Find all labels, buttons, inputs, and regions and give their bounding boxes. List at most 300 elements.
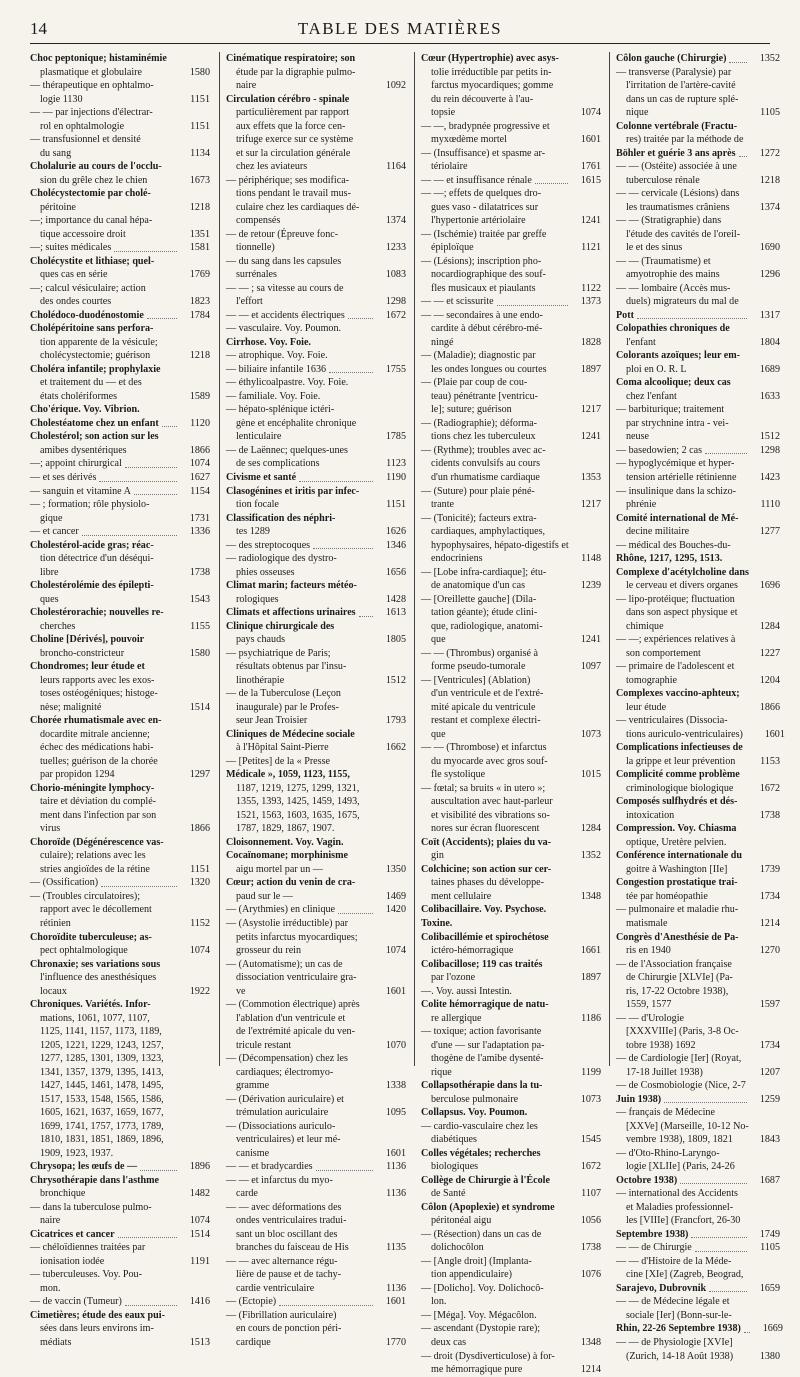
index-line <box>30 998 210 1012</box>
index-line <box>30 931 210 945</box>
entry-text: et visibilité des vibrations so- <box>431 809 550 821</box>
index-line <box>421 160 601 174</box>
leader-dots <box>338 913 373 914</box>
entry-text: — (Asystolie irréductible) par <box>226 918 348 929</box>
page-ref: 1092 <box>385 80 406 92</box>
index-line <box>226 282 406 296</box>
page-ref: 1074 <box>385 945 406 957</box>
leader-dots <box>535 183 568 184</box>
index-line <box>616 282 780 296</box>
index-line <box>616 876 780 890</box>
index-line <box>30 741 210 755</box>
index-line <box>30 701 210 715</box>
index-line <box>421 282 601 296</box>
index-line <box>616 1025 780 1039</box>
entry-text: péritonéal aigu <box>431 1215 492 1227</box>
entry-text: — — (Ostéite) associée à une <box>616 161 737 173</box>
index-line <box>226 1268 406 1282</box>
index-line <box>421 1350 601 1364</box>
index-line <box>616 552 780 566</box>
index-line <box>616 1228 780 1242</box>
index-line <box>30 187 210 201</box>
entry-text: ionisation iodée <box>40 1255 105 1267</box>
page-ref: 1353 <box>580 471 601 483</box>
index-line <box>421 1133 601 1147</box>
entry-text: — (Rythme); troubles avec ac- <box>421 444 546 456</box>
index-line <box>30 336 210 350</box>
index-line <box>226 579 406 593</box>
entry-text: l'effort <box>236 296 263 308</box>
entry-text: — toxique; action favorisante <box>421 1026 542 1038</box>
page-ref: 1284 <box>759 620 780 632</box>
page-ref: 1734 <box>759 1039 780 1051</box>
index-line <box>616 633 780 647</box>
entry-text: lenticulaire <box>236 431 282 443</box>
index-line <box>616 174 780 188</box>
page-ref: 1284 <box>580 823 601 835</box>
leader-dots <box>125 467 177 468</box>
column-divider <box>219 52 220 1066</box>
page-ref: 1749 <box>759 1228 780 1240</box>
entry-text: Cholestérolémie des épilepti- <box>30 580 154 592</box>
index-line <box>421 1228 601 1242</box>
page-ref: 1204 <box>759 674 780 686</box>
page-ref: 1755 <box>385 363 406 375</box>
entry-text: Complicité comme problème <box>616 769 740 781</box>
entry-text: cine [XIe] (Zagreb, Beograd, <box>626 1269 744 1281</box>
page-ref: 1601 <box>385 1147 406 1159</box>
index-line <box>226 1066 406 1080</box>
page-ref: 1866 <box>189 444 210 456</box>
leader-dots <box>691 1237 747 1238</box>
entry-text: — [Méga]. Voy. Mégacôlon. <box>421 1309 537 1321</box>
index-line <box>616 917 780 931</box>
index-line <box>226 660 406 674</box>
index-line <box>421 903 601 917</box>
entry-text: Climats et affections urinaires <box>226 607 356 619</box>
entry-text: — — et accidents électriques <box>226 309 345 321</box>
entry-text: berculose pulmonaire <box>431 1093 519 1105</box>
index-line <box>616 958 780 972</box>
entry-text: Cœur (Hypertrophie) avec asys- <box>421 53 559 64</box>
entry-text: Cholestérol-acide gras; réac- <box>30 539 154 551</box>
index-line <box>30 1214 210 1228</box>
page-ref: 1120 <box>190 417 210 429</box>
entry-text: Chondromes; leur étude et <box>30 661 145 673</box>
index-line <box>616 106 780 120</box>
entry-text: Chorio-méningite lymphocy- <box>30 782 155 794</box>
index-line <box>30 593 210 607</box>
entry-text: — (Ischémie) traitée par greffe <box>421 228 547 240</box>
index-line <box>226 620 406 634</box>
entry-text: son comportement <box>626 647 701 659</box>
entry-text: 1559, 1577 <box>626 999 672 1011</box>
entry-text: deux cas <box>431 1336 467 1348</box>
entry-text: Rhin, 22-26 Septembre 1938) <box>616 1323 741 1335</box>
entry-text: des ondes courtes <box>40 296 112 308</box>
page-ref: 1296 <box>759 269 780 281</box>
index-line <box>30 1025 210 1039</box>
page-ref: 1351 <box>189 228 210 240</box>
entry-text: Choroïde (Dégénérescence vas- <box>30 836 164 848</box>
entry-text: résultats obtenus par l'insu- <box>236 661 347 673</box>
entry-text: compensés <box>236 215 281 227</box>
entry-text: branches du faisceau de His <box>236 1242 349 1254</box>
entry-text: — hypoglycémique et hyper- <box>616 458 735 470</box>
entry-text: rétinien <box>40 918 71 929</box>
index-line <box>421 1268 601 1282</box>
index-line <box>226 755 406 769</box>
index-line <box>421 606 601 620</box>
entry-text: gues vaso - dilatatrices sur <box>431 201 539 213</box>
column-divider <box>609 52 610 1066</box>
index-line <box>30 376 210 390</box>
index-line <box>616 620 780 634</box>
page-ref: 1070 <box>385 1039 406 1051</box>
page-ref: 1805 <box>385 634 406 646</box>
page-ref: 1348 <box>580 890 601 902</box>
entry-text: les traumatismes crâniens <box>626 201 730 213</box>
page-ref: 1785 <box>385 431 406 443</box>
entry-text: canisme <box>236 1147 270 1159</box>
index-line <box>616 349 780 363</box>
entry-text: le et des sinus <box>626 242 683 254</box>
index-line <box>30 714 210 728</box>
entry-text: gramme <box>236 1080 270 1092</box>
index-line <box>616 214 780 228</box>
entry-text: gène et encéphalite chronique <box>236 417 357 429</box>
entry-text: tation géante); étude clini- <box>431 607 538 619</box>
entry-text: — (Décompensation) chez les <box>226 1053 348 1065</box>
index-line <box>30 430 210 444</box>
page-ref: 1352 <box>580 850 601 862</box>
entry-text: tuberculose rénale <box>626 174 700 186</box>
entry-text: — de Cardiologie [Ier] (Royat, <box>616 1053 742 1065</box>
index-line <box>616 782 780 796</box>
entry-text: tes 1289 <box>236 526 270 538</box>
index-line <box>616 147 780 161</box>
page-ref: 1110 <box>760 499 780 511</box>
page-ref: 1897 <box>580 363 601 375</box>
page-ref: 1297 <box>189 769 210 781</box>
page-ref: 1416 <box>189 1296 210 1308</box>
page-ref: 1580 <box>189 647 210 659</box>
index-line <box>226 714 406 728</box>
entry-text: — — de Physiologie [XVIe] <box>616 1336 733 1348</box>
index-line <box>421 863 601 877</box>
index-line <box>421 1079 601 1093</box>
index-line <box>30 620 210 634</box>
entry-text: — — avec alternance régu- <box>226 1255 338 1267</box>
page-ref: 1513 <box>189 1336 210 1348</box>
page-ref: 1512 <box>385 674 406 686</box>
entry-text: par strychnine intra - vei- <box>626 417 729 429</box>
entry-text: Colite hémorragique de natu- <box>421 999 549 1011</box>
page-ref: 1190 <box>386 471 406 483</box>
entry-text: 1787, 1829, 1867, 1907. <box>236 823 335 835</box>
entry-text: l'influence des anesthésiques <box>40 972 157 984</box>
entry-text: 1341, 1357, 1379, 1395, 1413, <box>40 1066 164 1078</box>
index-line <box>616 457 780 471</box>
index-line <box>616 1201 780 1215</box>
page-ref: 1239 <box>580 580 601 592</box>
index-column-3 <box>421 52 601 1376</box>
entry-text: Colonne vertébrale (Fractu- <box>616 120 738 132</box>
entry-text: naire <box>40 1215 61 1227</box>
index-line <box>226 457 406 471</box>
index-line <box>421 1241 601 1255</box>
entry-text: — — et infarctus du myo- <box>226 1174 333 1186</box>
entry-text: mon. <box>40 1282 61 1294</box>
entry-text: — d'Oto-Rhino-Laryngo- <box>616 1147 720 1159</box>
index-line <box>226 430 406 444</box>
index-line <box>30 1228 210 1242</box>
page-ref: 1897 <box>580 972 601 984</box>
entry-text: — — de Chirurgie <box>616 1242 692 1254</box>
index-line <box>421 1106 601 1120</box>
entry-text: cardite à début cérébro-mé- <box>431 323 543 335</box>
entry-text: sées dans leurs environs im- <box>40 1323 154 1335</box>
index-line <box>616 890 780 904</box>
page-ref: 1136 <box>386 1188 406 1200</box>
index-line <box>421 403 601 417</box>
leader-dots <box>744 1332 750 1333</box>
page-ref: 1626 <box>385 526 406 538</box>
index-line <box>30 566 210 580</box>
index-line <box>30 1066 210 1080</box>
entry-text: que, radiologique, anatomi- <box>431 620 543 632</box>
entry-text: — — avec déformations des <box>226 1201 342 1213</box>
index-line <box>30 1255 210 1269</box>
index-line <box>226 1322 406 1336</box>
entry-text: nèse; malignité <box>40 701 102 713</box>
entry-text: — de vaccin (Tumeur) <box>30 1296 122 1308</box>
entry-text: optique, Uretère pelvien. <box>626 836 727 848</box>
index-line <box>421 66 601 80</box>
index-line <box>226 1187 406 1201</box>
index-line <box>226 1309 406 1323</box>
entry-text: lière de pause et de tachy- <box>236 1269 342 1281</box>
index-line <box>226 539 406 553</box>
page-ref: 1380 <box>759 1350 780 1362</box>
entry-text: nores sur écran fluorescent <box>431 823 540 835</box>
entry-text: ques cas en série <box>40 269 108 281</box>
index-line <box>616 241 780 255</box>
entry-text: de Santé <box>431 1188 466 1200</box>
index-line <box>616 498 780 512</box>
entry-text: Cimetières; étude des eaux pui- <box>30 1309 165 1321</box>
entry-text: chimique <box>626 620 664 632</box>
entry-text: 1277, 1285, 1301, 1309, 1323, <box>40 1053 164 1065</box>
index-line <box>226 1025 406 1039</box>
index-line <box>226 1039 406 1053</box>
page-ref: 1207 <box>759 1066 780 1078</box>
entry-text: Cholépéritoine sans perfora- <box>30 323 154 335</box>
entry-text: 1427, 1445, 1461, 1478, 1495, <box>40 1080 164 1092</box>
index-line <box>226 633 406 647</box>
entry-text: — périphérique; ses modifica- <box>226 174 350 186</box>
index-line <box>226 1052 406 1066</box>
index-line <box>30 1268 210 1282</box>
index-line <box>30 822 210 836</box>
entry-text: Cho'érique. Voy. Vibrion. <box>30 404 140 416</box>
entry-text: Cholestérol; son action sur les <box>30 431 159 443</box>
entry-text: — lipo-protéique; fluctuation <box>616 593 735 605</box>
index-line <box>226 1336 406 1350</box>
entry-text: les ondes longues ou courtes <box>431 363 547 375</box>
index-line <box>30 836 210 850</box>
index-line <box>616 1268 780 1282</box>
entry-text: tomographie <box>626 674 678 686</box>
entry-text: — —, bradypnée progressive et <box>421 120 550 132</box>
index-line <box>30 363 210 377</box>
entry-text: phies osseuses <box>236 566 295 578</box>
index-line <box>616 985 780 999</box>
entry-text: Toxine. <box>421 918 453 929</box>
entry-text: Chroniques. Variétés. Infor- <box>30 999 151 1011</box>
page-ref: 1672 <box>385 309 406 321</box>
index-line <box>421 674 601 688</box>
index-line <box>421 944 601 958</box>
entry-text: ris, 17-22 Octobre 1938), <box>626 985 729 997</box>
entry-text: — de Cosmobiologie (Nice, 2-7 <box>616 1080 746 1092</box>
index-line <box>421 268 601 282</box>
page-ref: 1336 <box>189 526 210 538</box>
index-line <box>30 1079 210 1093</box>
index-line <box>421 1322 601 1336</box>
page-ref: 1627 <box>189 471 210 483</box>
index-line <box>616 809 780 823</box>
entry-text: — de Laënnec; quelques-unes <box>226 444 348 456</box>
index-line <box>226 701 406 715</box>
entry-text: — — (Thrombose) et infarctus <box>421 742 547 754</box>
index-line <box>30 525 210 539</box>
index-line <box>226 376 406 390</box>
index-line <box>226 728 406 742</box>
index-line <box>226 552 406 566</box>
index-line <box>616 1093 780 1107</box>
entry-text: tolie irréductible par petits in- <box>431 66 552 78</box>
index-line <box>30 349 210 363</box>
entry-text: 17-18 Juillet 1938) <box>626 1066 703 1078</box>
entry-text: tion apparente de la vésicule; <box>40 336 158 348</box>
entry-text: Cocaïnomane; morphinisme <box>226 850 348 862</box>
index-line <box>226 295 406 309</box>
index-line <box>421 1214 601 1228</box>
page-ref: 1151 <box>190 863 210 875</box>
index-line <box>226 1282 406 1296</box>
entry-text: Chorée rhumatismale avec en- <box>30 715 162 727</box>
entry-text: du sang <box>40 147 72 159</box>
leader-dots <box>729 62 747 63</box>
entry-text: tricule restant <box>236 1039 292 1051</box>
page-ref: 1074 <box>189 945 210 957</box>
index-line <box>30 268 210 282</box>
entry-text: tions auriculo-ventriculaires) <box>626 728 743 740</box>
index-line <box>616 1160 780 1174</box>
page-ref: 1241 <box>580 431 601 443</box>
entry-text: — pulmonaire et maladie rhu- <box>616 904 739 916</box>
entry-text: endocriniens <box>431 553 483 565</box>
index-line <box>616 133 780 147</box>
index-line <box>421 309 601 323</box>
index-line <box>421 620 601 634</box>
index-line <box>30 1012 210 1026</box>
entry-text: Colorants azoïques; leur em- <box>616 350 741 362</box>
page-ref: 1581 <box>189 242 210 254</box>
page-ref: 1214 <box>759 918 780 929</box>
index-line <box>616 1174 780 1188</box>
index-line <box>30 390 210 404</box>
page-ref: 1601 <box>764 728 785 740</box>
index-line <box>421 147 601 161</box>
entry-text: — ascendant (Dystopie rare); <box>421 1323 541 1335</box>
page-ref: 1095 <box>385 1107 406 1119</box>
entry-text: amibes dysentériques <box>40 444 127 456</box>
index-line <box>616 1282 780 1296</box>
entry-text: grosseur du rein <box>236 945 302 957</box>
entry-text: hypophysaires, hépato-digestifs et <box>431 539 569 551</box>
entry-text: linothérapie <box>236 674 285 686</box>
index-line <box>30 660 210 674</box>
page-ref: 1348 <box>580 1336 601 1348</box>
entry-text: — — lombaire (Accès mus- <box>616 282 731 294</box>
index-line <box>421 1120 601 1134</box>
leader-dots <box>99 481 177 482</box>
index-line <box>421 566 601 580</box>
index-line <box>226 944 406 958</box>
entry-text: cardiaques, amphylactiques, <box>431 526 546 538</box>
entry-text: particulièrement par rapport <box>236 107 350 119</box>
index-line <box>30 1133 210 1147</box>
entry-text: — — et bradycardies <box>226 1161 313 1173</box>
index-line <box>421 1309 601 1323</box>
index-line <box>421 809 601 823</box>
entry-text: péritoine <box>40 201 76 213</box>
entry-text: 1810, 1831, 1851, 1869, 1896, <box>40 1134 164 1146</box>
entry-text: — (Dérivation auriculaire) et <box>226 1093 344 1105</box>
entry-text: Cliniques de Médecine sociale <box>226 728 355 740</box>
index-line <box>616 120 780 134</box>
entry-text: petits infarctus myocardiques; <box>236 931 358 943</box>
index-line <box>616 66 780 80</box>
entry-text: (Zurich, 14-18 Août 1938) <box>626 1350 734 1362</box>
entry-text: ningé <box>431 336 454 348</box>
entry-text: l'enfant <box>626 336 656 348</box>
page-ref: 1866 <box>759 701 780 713</box>
page-ref: 1734 <box>759 890 780 902</box>
leader-dots <box>313 548 373 549</box>
index-line <box>421 822 601 836</box>
index-line <box>30 890 210 904</box>
index-line <box>226 1255 406 1269</box>
index-line <box>421 998 601 1012</box>
index-line <box>421 876 601 890</box>
index-line <box>30 1322 210 1336</box>
index-line <box>226 1093 406 1107</box>
entry-text: dissociation ventriculaire gra- <box>236 972 357 984</box>
page-ref: 1105 <box>760 107 780 119</box>
entry-text: decine militaire <box>626 526 690 538</box>
entry-text: que <box>431 634 446 646</box>
entry-text: Choléra infantile; prophylaxie <box>30 363 161 375</box>
entry-text: pays chauds <box>236 634 286 646</box>
entry-text: — de retour (Épreuve fonc- <box>226 228 339 240</box>
entry-text: — fœtal; sa bruits « in utero »; <box>421 782 546 794</box>
index-line <box>616 363 780 377</box>
entry-text: vembre 1938), 1809, 1821 <box>626 1134 733 1146</box>
index-line <box>30 66 210 80</box>
